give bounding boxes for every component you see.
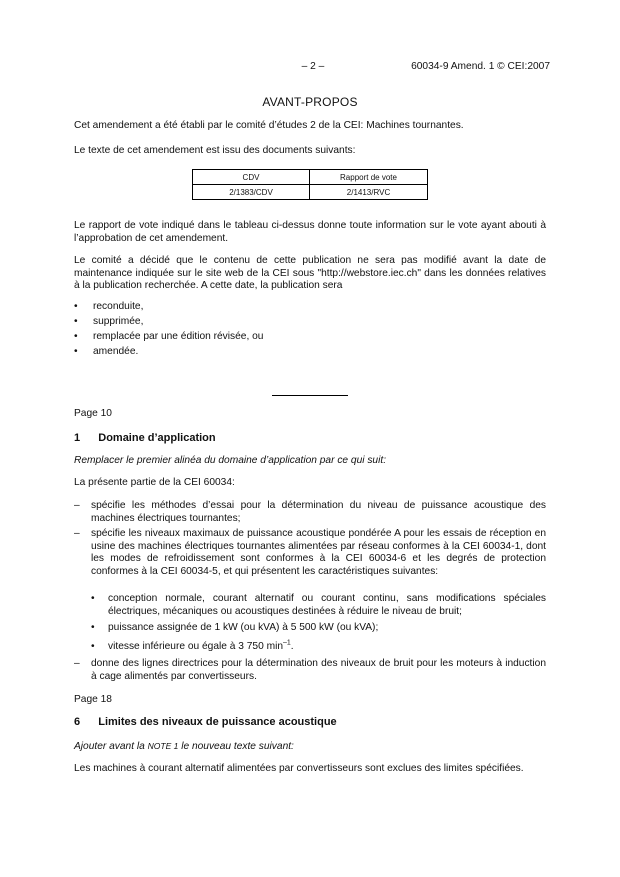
characteristic-3 — [108, 641, 546, 654]
characteristic-1: conception normale, courant alternatif ou courant continu, sans modifications spéciales électriques, mécaniques ou acoustiques destinées à réduire le niveau de bruit; — [108, 593, 546, 617]
section-6-title: Limites des niveaux de puissance acoustique — [98, 716, 337, 728]
section-6-instruction — [74, 740, 546, 754]
section-divider — [272, 395, 348, 396]
bullet-mark: • — [91, 641, 95, 652]
scope-item-2: spécifie les niveaux maximaux de puissance acoustique pondérée A pour les essais de réception en usine des machines électriques tournantes alimentées par réseau conformes à la CEI 60034-1, dont les modes de refroidissement sont conformes à la CEI 60034-6 et les degrés de protection conformes à la CEI 60034-5, et qui présentent les caractéristiques suivantes: — [91, 528, 546, 577]
bullet-mark: • — [74, 331, 78, 342]
characteristic-3-text: vitesse inférieure ou égale à 3 750 min — [108, 641, 283, 652]
list-item-text: reconduite, — [93, 301, 144, 312]
section-1-number: 1 — [74, 432, 81, 444]
scope-item-3: donne des lignes directrices pour la détermination des niveaux de bruit pour les moteurs à induction à cage alimentés par convertisseurs. — [91, 658, 546, 682]
section-1-instruction: Remplacer le premier alinéa du domaine d’application par ce qui suit: — [74, 455, 387, 466]
list-item-text: remplacée par une édition révisée, ou — [93, 331, 264, 342]
report-paragraph: Le rapport de vote indiqué dans le tableau ci-dessus donne toute information sur le vote ayant abouti à l’approbation de cet amendement. — [74, 220, 546, 244]
dash-mark: – — [74, 528, 80, 539]
table-header-row — [193, 170, 428, 185]
instruction-part-a: Ajouter avant la — [74, 741, 145, 752]
section-1-title: Domaine d’application — [98, 432, 216, 444]
bullet-mark: • — [91, 622, 95, 633]
characteristic-3-end: . — [290, 641, 294, 652]
page-number: – 2 – — [301, 61, 325, 72]
characteristic-2: puissance assignée de 1 kW (ou kVA) à 5 500 kW (ou kVA); — [108, 622, 379, 633]
instruction-part-b: le nouveau texte suivant: — [181, 741, 294, 752]
bullet-mark: • — [74, 316, 78, 327]
table-row — [193, 185, 428, 200]
section-6-number: 6 — [74, 716, 81, 728]
page-reference-10: Page 10 — [74, 408, 112, 419]
table-cell-rvc: 2/1413/RVC — [310, 185, 428, 200]
intro-paragraph-1: Cet amendement a été établi par le comité d’études 2 de la CEI: Machines tournantes. — [74, 120, 464, 131]
page-reference-18: Page 18 — [74, 694, 112, 705]
dash-mark: – — [74, 500, 80, 511]
vote-table — [192, 169, 428, 200]
maintenance-paragraph: Le comité a décidé que le contenu de cette publication ne sera pas modifié avant la date de maintenance indiquée sur le site web de la CEI sous "http://webstore.iec.ch" dans les données relatives à la publication recherchée. A cette date, la publication sera — [74, 255, 546, 292]
note-label: NOTE 1 — [147, 741, 179, 751]
section-1-lead: La présente partie de la CEI 60034: — [74, 477, 235, 488]
list-item-text: supprimée, — [93, 316, 144, 327]
table-cell-cdv: 2/1383/CDV — [193, 185, 310, 200]
table-header-cdv: CDV — [193, 170, 310, 185]
section-1-heading — [74, 432, 546, 444]
list-item-text: amendée. — [93, 346, 139, 357]
dash-mark: – — [74, 658, 80, 669]
bullet-mark: • — [74, 346, 78, 357]
page-title: AVANT-PROPOS — [262, 95, 358, 109]
bullet-mark: • — [91, 593, 95, 604]
table-header-vote-report: Rapport de vote — [310, 170, 428, 185]
scope-item-1: spécifie les méthodes d’essai pour la détermination du niveau de puissance acoustique des machines électriques tournantes; — [91, 500, 546, 524]
intro-paragraph-2: Le texte de cet amendement est issu des documents suivants: — [74, 145, 356, 156]
document-reference: 60034-9 Amend. 1 © CEI:2007 — [411, 61, 550, 72]
bullet-mark: • — [74, 301, 78, 312]
section-6-heading — [74, 716, 546, 728]
exponent: –1 — [283, 639, 291, 647]
section-6-text: Les machines à courant alternatif alimentées par convertisseurs sont exclues des limites spécifiées. — [74, 763, 524, 774]
